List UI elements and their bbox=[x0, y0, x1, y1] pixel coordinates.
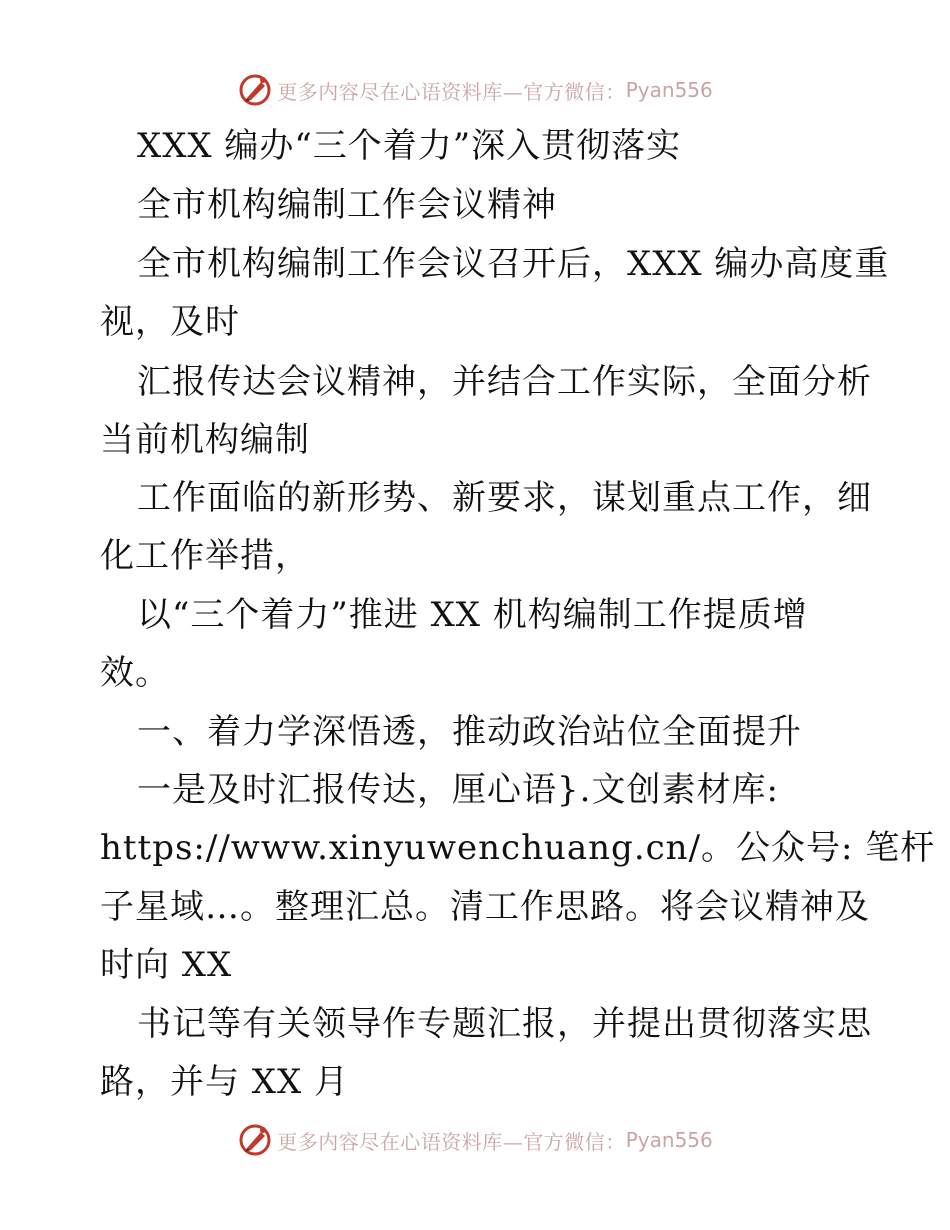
paragraph-line: 化工作举措， bbox=[100, 536, 310, 576]
section-heading: 一、着力学深悟透，推动政治站位全面提升 bbox=[137, 712, 802, 752]
watermark-banner-top bbox=[0, 70, 950, 110]
pen-circle-logo-icon bbox=[237, 72, 273, 108]
paragraph-line: 视，及时 bbox=[100, 302, 240, 342]
watermark-text: 更多内容尽在心语资料库—官方微信： bbox=[277, 79, 626, 104]
watermark-handle: Pyan556 bbox=[625, 78, 713, 102]
paragraph-line: 一是及时汇报传达，厘心语}.文创素材库: bbox=[137, 770, 779, 810]
paragraph-line: 时向 XX bbox=[100, 945, 233, 985]
watermark-handle: Pyan556 bbox=[625, 1128, 713, 1152]
paragraph-line: 书记等有关领导作专题汇报，并提出贯彻落实思 bbox=[137, 1004, 872, 1044]
paragraph-line: 效。 bbox=[100, 653, 170, 693]
paragraph-line: 路，并与 XX 月 bbox=[100, 1062, 350, 1102]
document-title-line-2: 全市机构编制工作会议精神 bbox=[137, 185, 557, 225]
paragraph-line: 汇报传达会议精神，并结合工作实际，全面分析 bbox=[137, 362, 872, 402]
watermark-text: 更多内容尽在心语资料库—官方微信： bbox=[277, 1129, 626, 1154]
pen-circle-logo-icon bbox=[237, 1122, 273, 1158]
paragraph-line: 工作面临的新形势、新要求，谋划重点工作，细 bbox=[137, 478, 872, 518]
document-title-line-1: XXX 编办“三个着力”深入贯彻落实 bbox=[137, 126, 682, 166]
watermark-group bbox=[237, 72, 713, 108]
paragraph-line: 全市机构编制工作会议召开后，XXX 编办高度重 bbox=[137, 244, 890, 284]
paragraph-line: 当前机构编制 bbox=[100, 420, 310, 460]
paragraph-line: 子星域…。整理汇总。清工作思路。将会议精神及 bbox=[100, 887, 870, 927]
paragraph-line: 以“三个着力”推进 XX 机构编制工作提质增 bbox=[137, 595, 808, 635]
watermark-banner-bottom bbox=[0, 1120, 950, 1160]
paragraph-line: https://www.xinyuwenchuang.cn/。公众号: 笔杆 bbox=[100, 828, 936, 868]
watermark-group bbox=[237, 1122, 713, 1158]
